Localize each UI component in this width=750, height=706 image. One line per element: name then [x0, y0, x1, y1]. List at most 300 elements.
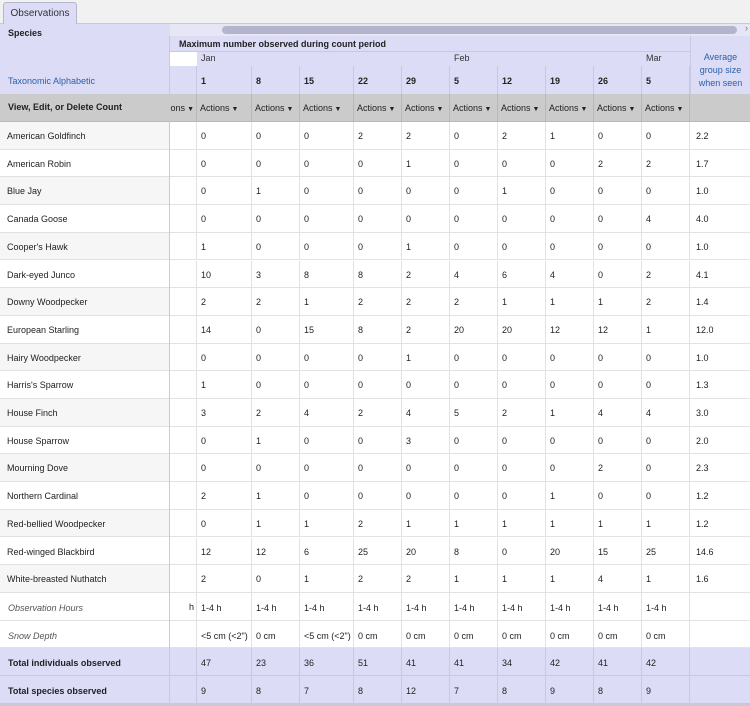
count-cell[interactable]: 2 — [594, 150, 642, 178]
average-cell: 1.0 — [690, 344, 750, 372]
meta-cell-partial: h — [170, 593, 197, 621]
average-cell: 1.7 — [690, 150, 750, 178]
meta-cell[interactable]: 1-4 h — [642, 593, 690, 621]
species-name[interactable]: Canada Goose — [0, 205, 170, 233]
count-cell[interactable]: 1 — [546, 288, 594, 316]
count-cell[interactable]: 1 — [642, 510, 690, 538]
count-cell[interactable]: 12 — [252, 538, 300, 566]
count-cell[interactable]: 0 — [594, 261, 642, 289]
count-cell[interactable]: 2 — [354, 510, 402, 538]
count-cell[interactable]: 0 — [402, 177, 450, 205]
total-cell: 8 — [498, 676, 546, 704]
count-cell[interactable]: 1 — [402, 150, 450, 178]
count-cell[interactable]: 20 — [402, 538, 450, 566]
species-name[interactable]: Downy Woodpecker — [0, 288, 170, 316]
count-cell[interactable]: 1 — [546, 482, 594, 510]
count-cell[interactable]: 0 — [546, 150, 594, 178]
species-name[interactable]: Red-winged Blackbird — [0, 538, 170, 566]
count-cell[interactable]: 0 — [300, 344, 354, 372]
count-cell[interactable]: 15 — [300, 316, 354, 344]
count-cell[interactable]: 2 — [642, 150, 690, 178]
species-name[interactable]: House Finch — [0, 399, 170, 427]
species-name[interactable]: Cooper's Hawk — [0, 233, 170, 261]
count-cell[interactable]: 2 — [197, 482, 252, 510]
average-cell: 1.2 — [690, 482, 750, 510]
count-cell[interactable]: 0 — [498, 233, 546, 261]
total-cell: 47 — [197, 648, 252, 676]
actions-menu[interactable] — [300, 94, 354, 122]
count-cell[interactable]: 1 — [402, 510, 450, 538]
meta-cell[interactable]: 1-4 h — [498, 593, 546, 621]
actions-menu[interactable] — [252, 94, 300, 122]
count-cell[interactable]: 0 — [300, 177, 354, 205]
count-cell[interactable]: 4 — [402, 399, 450, 427]
count-cell[interactable]: 1 — [498, 288, 546, 316]
count-cell[interactable]: 0 — [252, 150, 300, 178]
count-cell[interactable]: 0 — [546, 344, 594, 372]
count-cell[interactable]: 2 — [498, 122, 546, 150]
total-cell: 34 — [498, 648, 546, 676]
count-cell[interactable]: 1 — [594, 510, 642, 538]
total-cell: 9 — [197, 676, 252, 704]
species-name[interactable]: White-breasted Nuthatch — [0, 565, 170, 593]
actions-label: Actions — [645, 103, 675, 113]
count-cell[interactable]: 1 — [300, 288, 354, 316]
count-cell[interactable]: 2 — [402, 316, 450, 344]
count-cell[interactable]: 0 — [354, 150, 402, 178]
count-cell[interactable]: 1 — [546, 399, 594, 427]
total-cell-partial — [170, 676, 197, 704]
count-cell[interactable]: 2 — [252, 288, 300, 316]
count-cell-partial — [170, 150, 197, 178]
species-name[interactable]: Northern Cardinal — [0, 482, 170, 510]
meta-row-label: Snow Depth — [0, 621, 170, 649]
meta-row-label: Observation Hours — [0, 593, 170, 621]
count-cell[interactable]: 1 — [498, 510, 546, 538]
count-cell[interactable]: 0 — [402, 205, 450, 233]
count-cell[interactable]: 0 — [252, 454, 300, 482]
count-cell[interactable]: 1 — [546, 565, 594, 593]
count-cell[interactable]: 0 — [642, 233, 690, 261]
count-cell[interactable]: 1 — [642, 565, 690, 593]
count-cell[interactable]: 2 — [197, 565, 252, 593]
caret-down-icon: ▼ — [532, 106, 540, 113]
count-cell[interactable]: 2 — [450, 288, 498, 316]
count-cell[interactable]: 8 — [354, 261, 402, 289]
horizontal-scrollbar[interactable] — [170, 24, 750, 36]
scroll-thumb[interactable] — [222, 26, 737, 34]
caret-down-icon: ▼ — [436, 106, 444, 113]
count-cell[interactable]: 0 — [197, 122, 252, 150]
actions-label: Actions — [549, 103, 579, 113]
species-name[interactable]: Mourning Dove — [0, 454, 170, 482]
total-avg-empty — [690, 648, 750, 676]
caret-down-icon: ▼ — [286, 106, 294, 113]
count-cell[interactable]: 3 — [197, 399, 252, 427]
count-cell[interactable]: 0 — [546, 454, 594, 482]
count-cell[interactable]: 1 — [402, 233, 450, 261]
count-cell[interactable]: 6 — [300, 538, 354, 566]
count-cell[interactable]: 0 — [300, 233, 354, 261]
day-header: 1 — [197, 66, 252, 94]
count-cell[interactable]: 0 — [450, 205, 498, 233]
count-cell[interactable]: 1 — [546, 122, 594, 150]
sort-control — [0, 65, 170, 94]
count-cell[interactable]: 20 — [450, 316, 498, 344]
average-cell: 1.0 — [690, 233, 750, 261]
meta-avg-empty — [690, 621, 750, 649]
tab-strip — [0, 0, 750, 24]
count-cell[interactable]: 15 — [594, 538, 642, 566]
count-cell[interactable]: 0 — [354, 371, 402, 399]
count-cell[interactable]: 1 — [300, 565, 354, 593]
count-cell[interactable]: 25 — [642, 538, 690, 566]
caret-down-icon: ▼ — [231, 106, 239, 113]
count-cell[interactable]: 0 — [642, 427, 690, 455]
count-cell[interactable]: 1 — [450, 510, 498, 538]
count-cell-partial — [170, 205, 197, 233]
count-cell[interactable]: 4 — [546, 261, 594, 289]
total-avg-empty — [690, 676, 750, 704]
average-cell: 4.1 — [690, 261, 750, 289]
species-name[interactable]: House Sparrow — [0, 427, 170, 455]
day-header: 19 — [546, 66, 594, 94]
caret-down-icon: ▼ — [388, 106, 396, 113]
day-header: 22 — [354, 66, 402, 94]
species-name[interactable]: Dark-eyed Junco — [0, 261, 170, 289]
count-cell[interactable]: 1 — [450, 565, 498, 593]
count-cell[interactable]: 2 — [354, 399, 402, 427]
meta-cell[interactable]: 1-4 h — [197, 593, 252, 621]
count-cell[interactable]: 0 — [402, 371, 450, 399]
count-cell[interactable]: 8 — [300, 261, 354, 289]
count-cell[interactable]: 0 — [252, 371, 300, 399]
total-row-label: Total individuals observed — [0, 648, 170, 676]
count-cell[interactable]: 0 — [197, 510, 252, 538]
count-cell[interactable]: 0 — [300, 122, 354, 150]
actions-menu[interactable] — [450, 94, 498, 122]
count-cell[interactable]: 12 — [546, 316, 594, 344]
count-cell[interactable]: 0 — [252, 316, 300, 344]
count-cell[interactable]: 4 — [642, 205, 690, 233]
total-cell: 36 — [300, 648, 354, 676]
count-cell[interactable]: 1 — [594, 288, 642, 316]
species-name[interactable]: European Starling — [0, 316, 170, 344]
month-label: Feb — [450, 52, 642, 66]
count-cell[interactable]: 1 — [498, 177, 546, 205]
count-cell[interactable]: 0 — [546, 177, 594, 205]
count-cell[interactable]: 1 — [252, 177, 300, 205]
count-cell[interactable]: 0 — [642, 177, 690, 205]
count-cell[interactable]: 0 — [450, 371, 498, 399]
count-cell[interactable]: 12 — [197, 538, 252, 566]
meta-cell[interactable]: 1-4 h — [252, 593, 300, 621]
actions-label: Actions — [597, 103, 627, 113]
count-cell[interactable]: 0 — [354, 482, 402, 510]
count-cell[interactable]: 0 — [300, 454, 354, 482]
count-cell-partial — [170, 399, 197, 427]
count-cell[interactable]: 2 — [354, 122, 402, 150]
count-cell[interactable]: 20 — [546, 538, 594, 566]
count-cell[interactable]: 3 — [252, 261, 300, 289]
count-cell[interactable]: 0 — [642, 344, 690, 372]
count-cell[interactable]: 0 — [354, 427, 402, 455]
count-cell[interactable]: 0 — [354, 205, 402, 233]
count-cell[interactable]: 0 — [546, 205, 594, 233]
count-cell[interactable]: 0 — [642, 371, 690, 399]
count-cell[interactable]: 0 — [252, 233, 300, 261]
count-cell[interactable]: 25 — [354, 538, 402, 566]
count-cell[interactable]: 1 — [402, 344, 450, 372]
count-cell[interactable]: 2 — [354, 565, 402, 593]
count-cell[interactable]: 2 — [498, 399, 546, 427]
meta-cell-partial — [170, 621, 197, 649]
count-cell[interactable]: 0 — [594, 177, 642, 205]
meta-cell[interactable]: 0 cm — [642, 621, 690, 649]
count-cell[interactable]: 0 — [546, 427, 594, 455]
count-cell[interactable]: 1 — [197, 371, 252, 399]
count-cell[interactable]: 1 — [498, 565, 546, 593]
count-cell[interactable]: 0 — [252, 565, 300, 593]
column-divider — [169, 36, 170, 703]
meta-cell[interactable]: <5 cm (<2") — [197, 621, 252, 649]
count-cell[interactable]: 0 — [300, 150, 354, 178]
count-cell[interactable]: 0 — [642, 482, 690, 510]
count-cell[interactable]: 0 — [594, 205, 642, 233]
count-cell[interactable]: 0 — [197, 177, 252, 205]
count-cell[interactable]: 5 — [450, 399, 498, 427]
count-cell[interactable]: 0 — [546, 371, 594, 399]
count-cell[interactable]: 0 — [197, 150, 252, 178]
average-cell: 2.2 — [690, 122, 750, 150]
day-header-partial — [170, 66, 197, 94]
count-cell[interactable]: 0 — [450, 427, 498, 455]
count-cell[interactable]: 1 — [252, 427, 300, 455]
count-cell[interactable]: 2 — [197, 288, 252, 316]
meta-cell[interactable]: 1-4 h — [594, 593, 642, 621]
count-cell[interactable]: 0 — [642, 454, 690, 482]
month-label: Mar — [642, 52, 690, 66]
count-cell[interactable]: 8 — [450, 538, 498, 566]
total-cell: 8 — [354, 676, 402, 704]
meta-cell[interactable]: 0 cm — [252, 621, 300, 649]
meta-cell[interactable]: 0 cm — [402, 621, 450, 649]
day-header: 5 — [450, 66, 498, 94]
count-cell[interactable]: 0 — [594, 122, 642, 150]
count-cell[interactable]: 10 — [197, 261, 252, 289]
day-header: 15 — [300, 66, 354, 94]
actions-menu[interactable] — [546, 94, 594, 122]
count-cell[interactable]: 0 — [594, 427, 642, 455]
total-cell: 51 — [354, 648, 402, 676]
total-cell: 8 — [594, 676, 642, 704]
count-cell[interactable]: 12 — [594, 316, 642, 344]
count-cell[interactable]: 4 — [594, 399, 642, 427]
average-cell: 1.0 — [690, 177, 750, 205]
count-cell[interactable]: 0 — [300, 371, 354, 399]
count-cell[interactable]: 0 — [642, 122, 690, 150]
day-header: 5 — [642, 66, 690, 94]
species-name[interactable]: Red-bellied Woodpecker — [0, 510, 170, 538]
count-cell[interactable]: 0 — [354, 177, 402, 205]
meta-cell[interactable]: 0 cm — [450, 621, 498, 649]
count-cell[interactable]: 4 — [642, 399, 690, 427]
actions-label: Actions — [357, 103, 387, 113]
count-cell[interactable]: 0 — [252, 205, 300, 233]
count-cell[interactable]: 1 — [642, 316, 690, 344]
actions-label: Actions — [200, 103, 230, 113]
count-cell[interactable]: 0 — [197, 344, 252, 372]
caret-down-icon: ▼ — [628, 106, 636, 113]
species-name[interactable]: Hairy Woodpecker — [0, 344, 170, 372]
meta-cell[interactable]: 0 cm — [498, 621, 546, 649]
actions-menu[interactable] — [354, 94, 402, 122]
count-cell-partial — [170, 288, 197, 316]
count-cell[interactable]: 0 — [594, 233, 642, 261]
average-cell: 12.0 — [690, 316, 750, 344]
count-cell[interactable]: 0 — [594, 482, 642, 510]
total-cell: 41 — [402, 648, 450, 676]
actions-menu[interactable] — [402, 94, 450, 122]
count-cell-partial — [170, 454, 197, 482]
count-cell[interactable]: 3 — [402, 427, 450, 455]
meta-cell[interactable]: 0 cm — [546, 621, 594, 649]
count-cell[interactable]: 2 — [354, 288, 402, 316]
total-cell: 41 — [594, 648, 642, 676]
count-cell[interactable]: 0 — [498, 344, 546, 372]
count-cell[interactable]: 0 — [450, 482, 498, 510]
count-cell[interactable]: 1 — [546, 510, 594, 538]
count-cell-partial — [170, 233, 197, 261]
count-cell[interactable]: 0 — [450, 177, 498, 205]
actions-menu[interactable] — [197, 94, 252, 122]
count-cell[interactable]: 0 — [450, 454, 498, 482]
count-cell[interactable]: 0 — [197, 427, 252, 455]
scroll-right-icon[interactable]: › — [745, 23, 748, 33]
caret-down-icon: ▼ — [334, 106, 342, 113]
count-cell[interactable]: 0 — [450, 122, 498, 150]
count-cell[interactable]: 0 — [402, 454, 450, 482]
count-cell[interactable]: 8 — [354, 316, 402, 344]
sort-taxonomic-link[interactable]: Taxonomic Alphabetic — [8, 76, 96, 86]
meta-cell[interactable]: 0 cm — [594, 621, 642, 649]
count-cell[interactable]: 0 — [498, 371, 546, 399]
day-header: 8 — [252, 66, 300, 94]
count-cell[interactable]: 0 — [498, 205, 546, 233]
count-cell-partial — [170, 122, 197, 150]
count-cell[interactable]: 20 — [498, 316, 546, 344]
count-cell[interactable]: 0 — [197, 205, 252, 233]
count-cell[interactable]: 1 — [300, 510, 354, 538]
count-cell[interactable]: 0 — [594, 371, 642, 399]
actions-label: Actions — [453, 103, 483, 113]
average-cell: 3.0 — [690, 399, 750, 427]
count-cell[interactable]: 1 — [252, 482, 300, 510]
species-name[interactable]: American Goldfinch — [0, 122, 170, 150]
actions-spacer — [690, 94, 750, 122]
count-cell[interactable]: 0 — [450, 344, 498, 372]
meta-cell[interactable]: 1-4 h — [300, 593, 354, 621]
count-cell[interactable]: 2 — [642, 261, 690, 289]
count-cell[interactable]: 0 — [354, 233, 402, 261]
count-cell[interactable]: 0 — [546, 233, 594, 261]
meta-cell[interactable]: <5 cm (<2") — [300, 621, 354, 649]
average-cell: 2.0 — [690, 427, 750, 455]
actions-menu[interactable] — [498, 94, 546, 122]
count-cell[interactable]: 2 — [402, 565, 450, 593]
tab-observations[interactable]: Observations — [3, 2, 77, 25]
count-cell-partial — [170, 177, 197, 205]
count-cell[interactable]: 0 — [402, 482, 450, 510]
count-cell[interactable]: 1 — [197, 233, 252, 261]
caret-down-icon: ▼ — [676, 106, 684, 113]
count-cell[interactable]: 2 — [402, 261, 450, 289]
species-name[interactable]: American Robin — [0, 150, 170, 178]
count-cell[interactable]: 0 — [300, 205, 354, 233]
count-cell[interactable]: 0 — [594, 344, 642, 372]
meta-cell[interactable]: 1-4 h — [354, 593, 402, 621]
count-cell[interactable]: 0 — [498, 454, 546, 482]
average-group-size-header[interactable]: Average group size when seen — [690, 36, 750, 94]
count-cell[interactable]: 2 — [402, 288, 450, 316]
count-cell[interactable]: 0 — [252, 344, 300, 372]
count-cell[interactable]: 0 — [354, 344, 402, 372]
count-cell[interactable]: 0 — [252, 122, 300, 150]
caret-down-icon: ▼ — [580, 106, 588, 113]
count-cell[interactable]: 0 — [300, 482, 354, 510]
count-cell[interactable]: 2 — [252, 399, 300, 427]
count-cell-partial — [170, 261, 197, 289]
meta-cell[interactable]: 1-4 h — [546, 593, 594, 621]
total-cell: 41 — [450, 648, 498, 676]
count-cell[interactable]: 0 — [498, 482, 546, 510]
count-cell[interactable]: 0 — [354, 454, 402, 482]
count-cell[interactable]: 0 — [498, 427, 546, 455]
species-name[interactable]: Blue Jay — [0, 177, 170, 205]
count-cell[interactable]: 4 — [300, 399, 354, 427]
actions-label: Actions — [255, 103, 285, 113]
count-cell[interactable]: 0 — [498, 538, 546, 566]
species-column — [0, 24, 170, 706]
actions-menu[interactable] — [642, 94, 690, 122]
actions-label: Actions — [303, 103, 333, 113]
count-cell[interactable]: 0 — [450, 233, 498, 261]
meta-cell[interactable]: 0 cm — [354, 621, 402, 649]
count-cell[interactable]: 0 — [498, 150, 546, 178]
count-cell[interactable]: 0 — [300, 427, 354, 455]
count-cell[interactable]: 4 — [450, 261, 498, 289]
meta-cell[interactable]: 1-4 h — [402, 593, 450, 621]
meta-avg-empty — [690, 593, 750, 621]
day-header: 29 — [402, 66, 450, 94]
count-cell[interactable]: 4 — [594, 565, 642, 593]
count-cell-partial — [170, 344, 197, 372]
count-cell[interactable]: 2 — [642, 288, 690, 316]
count-cell[interactable]: 6 — [498, 261, 546, 289]
total-row-label: Total species observed — [0, 676, 170, 704]
count-cell[interactable]: 2 — [402, 122, 450, 150]
meta-cell[interactable]: 1-4 h — [450, 593, 498, 621]
count-cell[interactable]: 14 — [197, 316, 252, 344]
actions-menu-partial[interactable] — [170, 94, 197, 122]
count-cell[interactable]: 2 — [594, 454, 642, 482]
actions-menu[interactable] — [594, 94, 642, 122]
count-cell[interactable]: 1 — [252, 510, 300, 538]
species-name[interactable]: Harris's Sparrow — [0, 371, 170, 399]
count-cell[interactable]: 0 — [450, 150, 498, 178]
count-cell-partial — [170, 510, 197, 538]
count-cell[interactable]: 0 — [197, 454, 252, 482]
